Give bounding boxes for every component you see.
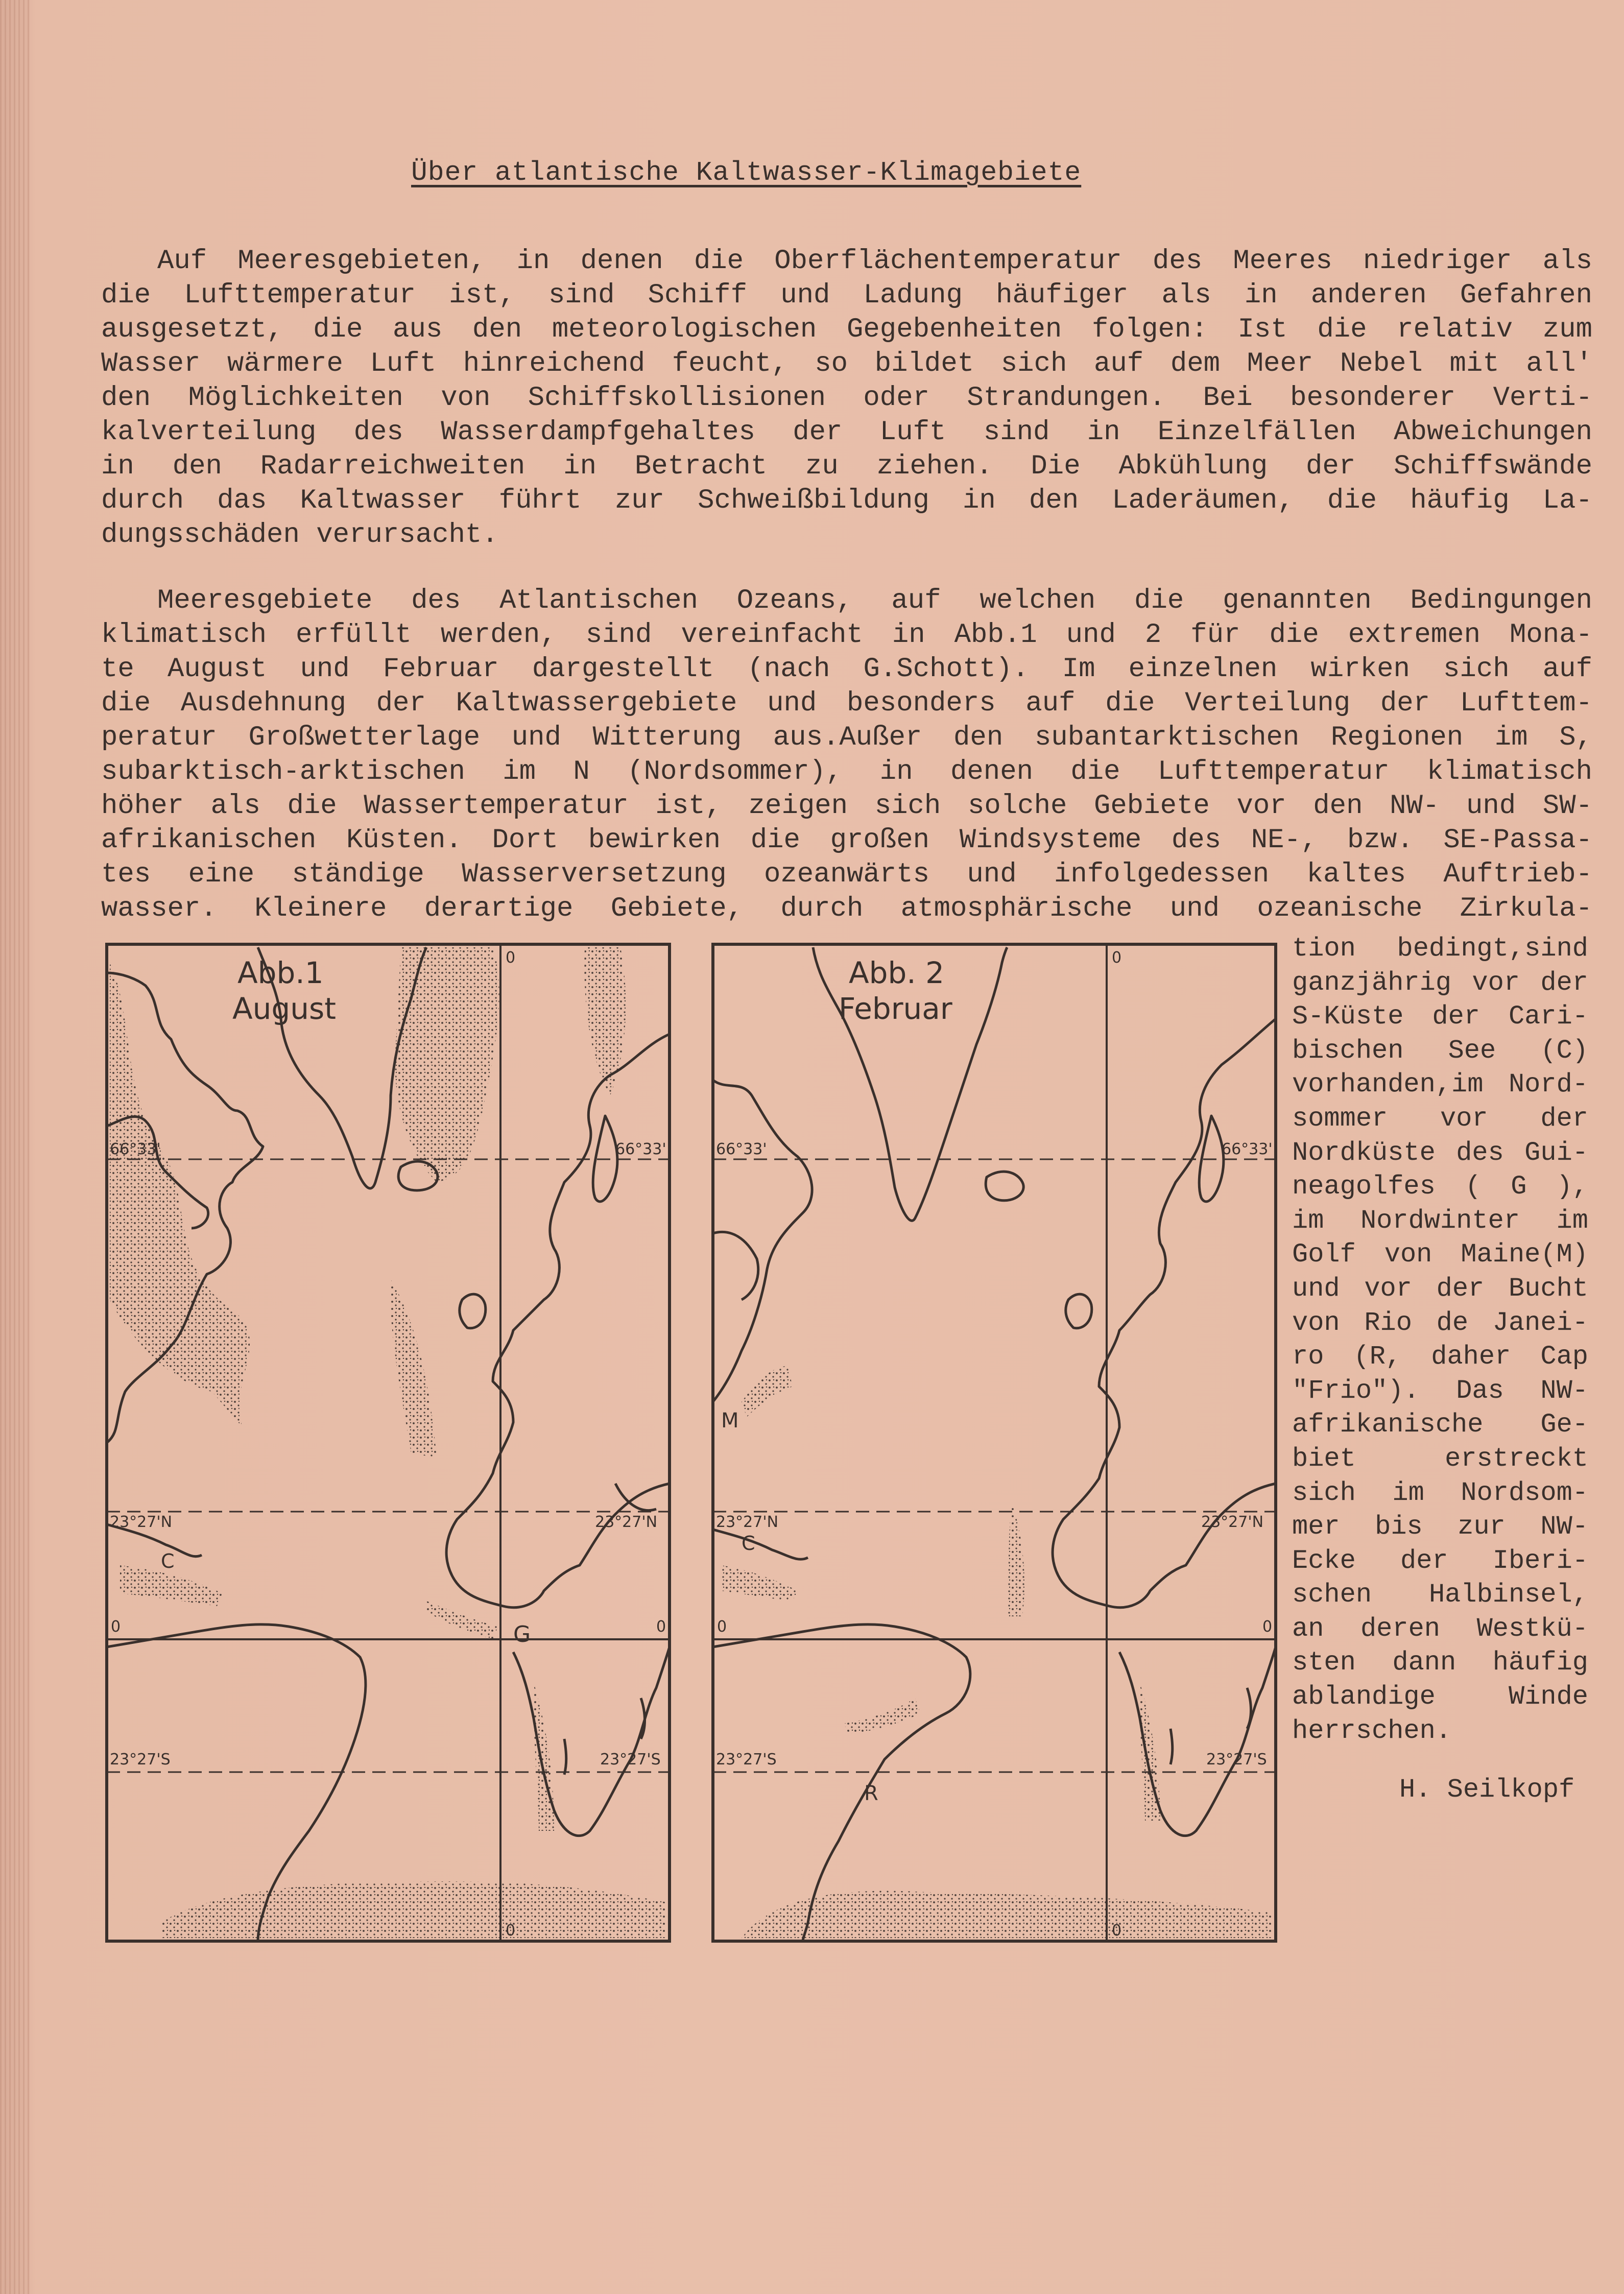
map1-mark-g: G xyxy=(513,1621,531,1647)
cold-water-caribbean xyxy=(721,1565,798,1601)
map2-lat-capricorn-right: 23°27'S xyxy=(1206,1751,1267,1769)
paragraph-line: die Lufttemperatur ist, sind Schiff und Ladung häufiger als in anderen Gefahren xyxy=(101,280,1592,311)
coast-southern-africa xyxy=(1119,1647,1276,1836)
side-line: afrikanische Ge- xyxy=(1292,1409,1588,1440)
side-line: sich im Nordsom- xyxy=(1292,1477,1588,1508)
cold-water-antarctic xyxy=(742,1891,1273,1938)
map2-zero-bottom: 0 xyxy=(1112,1922,1122,1940)
map2-lat-cancer-left: 23°27'N xyxy=(716,1513,779,1531)
paragraph-line: wasser. Kleinere derartige Gebiete, durch atmosphärische und ozeanische Zirkula- xyxy=(101,893,1592,924)
map1-month: August xyxy=(232,991,336,1026)
side-line: im Nordwinter im xyxy=(1292,1205,1588,1236)
paragraph-line: subarktisch-arktischen im N (Nordsommer), in denen die Lufttemperatur klimatisch xyxy=(101,756,1592,787)
map-abb1-august xyxy=(105,942,672,1943)
paragraph-line: klimatisch erfüllt werden, sind vereinfacht in Abb.1 und 2 für die extremen Mona- xyxy=(101,619,1592,651)
side-line: Golf von Maine(M) xyxy=(1292,1239,1588,1270)
map2-zero-right: 0 xyxy=(1262,1618,1273,1636)
coast-gulf xyxy=(713,1530,808,1559)
paragraph-line: dungsschäden verursacht. xyxy=(101,519,498,551)
coast-britain xyxy=(1066,1294,1092,1328)
cold-water-sw-africa xyxy=(534,1683,554,1831)
side-line: S-Küste der Cari- xyxy=(1292,1001,1588,1032)
map1-lat-cancer-right: 23°27'N xyxy=(595,1513,658,1531)
side-line: bischen See (C) xyxy=(1292,1035,1588,1066)
cold-water-nw-africa xyxy=(390,1279,437,1458)
map1-lat-arctic-right: 66°33' xyxy=(615,1140,666,1158)
paragraph-line: te August und Februar dargestellt (nach G.Schott). Im einzelnen wirken sich auf xyxy=(101,654,1592,685)
paragraph-line: den Möglichkeiten von Schiffskollisionen oder Strandungen. Bei besonderer Verti- xyxy=(101,383,1592,414)
coast-iceland xyxy=(986,1172,1023,1201)
article-title: Über atlantische Kaltwasser-Klimagebiete xyxy=(411,157,1082,188)
map2-lat-arctic-left: 66°33' xyxy=(716,1140,767,1158)
paragraph-2 xyxy=(101,584,1592,926)
cold-water-labrador xyxy=(110,963,250,1427)
side-line: ablandige Winde xyxy=(1292,1682,1588,1712)
binding-edge xyxy=(0,0,30,2294)
map2-lat-capricorn-left: 23°27'S xyxy=(716,1751,777,1769)
coast-north-america xyxy=(713,1080,812,1402)
map2-zero-top: 0 xyxy=(1112,949,1122,967)
map1-zero-bottom: 0 xyxy=(506,1922,516,1940)
author-signature: H. Seilkopf xyxy=(1399,1775,1575,1805)
paragraph-1 xyxy=(101,244,1592,552)
map1-lat-arctic-left: 66°33' xyxy=(110,1140,161,1158)
coast-island xyxy=(564,1739,566,1775)
side-line: vorhanden,im Nord- xyxy=(1292,1069,1588,1100)
map-frame xyxy=(107,944,670,1941)
side-line: ganzjährig vor der xyxy=(1292,967,1588,998)
map-abb2-februar xyxy=(711,942,1278,1943)
map2-label: Abb. 2 xyxy=(849,955,945,990)
map1-zero-left: 0 xyxy=(111,1618,121,1636)
side-line: von Rio de Janei- xyxy=(1292,1307,1588,1338)
paragraph-line: peratur Großwetterlage und Witterung aus.Außer den subantarktischen Regionen im S, xyxy=(101,722,1592,753)
map2-mark-r: R xyxy=(864,1782,878,1805)
paragraph-line: die Ausdehnung der Kaltwassergebiete und besonders auf die Verteilung der Lufttem- xyxy=(101,688,1592,719)
side-line: und vor der Bucht xyxy=(1292,1273,1588,1304)
side-column-text xyxy=(1292,932,1588,1748)
coast-hudson-bay xyxy=(713,1232,758,1300)
side-line: neagolfes ( G ), xyxy=(1292,1172,1588,1202)
paragraph-line: Meeresgebiete des Atlantischen Ozeans, auf welchen die genannten Bedingungen xyxy=(157,585,1592,616)
paragraph-line: Auf Meeresgebieten, in denen die Oberflächentemperatur des Meeres niedriger als xyxy=(157,246,1592,277)
side-line: "Frio"). Das NW- xyxy=(1292,1375,1588,1406)
map1-zero-top: 0 xyxy=(506,949,516,967)
side-line: an deren Westkü- xyxy=(1292,1613,1588,1644)
paragraph-line: in den Radarreichweiten in Betracht zu ziehen. Die Abkühlung der Schiffswände xyxy=(101,451,1592,482)
map2-zero-left: 0 xyxy=(717,1618,727,1636)
side-line: herrschen. xyxy=(1292,1715,1452,1746)
side-line: schen Halbinsel, xyxy=(1292,1580,1588,1610)
paragraph-line: ausgesetzt, die aus den meteorologischen Gegebenheiten folgen: Ist die relativ zum xyxy=(101,314,1592,345)
side-line: sommer vor der xyxy=(1292,1103,1588,1134)
map2-lat-cancer-right: 23°27'N xyxy=(1201,1513,1264,1531)
side-line: Nordküste des Gui- xyxy=(1292,1137,1588,1168)
coast-madagascar xyxy=(1247,1688,1251,1729)
map2-mark-c: C xyxy=(742,1532,755,1555)
paragraph-line: afrikanischen Küsten. Dort bewirken die großen Windsysteme des NE-, bzw. SE-Passa- xyxy=(101,825,1592,856)
coast-britain xyxy=(460,1294,486,1328)
map2-month: Februar xyxy=(839,991,952,1026)
cold-water-antarctic xyxy=(161,1881,666,1938)
side-line: mer bis zur NW- xyxy=(1292,1512,1588,1542)
map1-mark-c: C xyxy=(161,1550,175,1572)
map2-mark-m: M xyxy=(721,1409,739,1432)
coast-island xyxy=(1171,1729,1173,1764)
side-line: Ecke der Iberi- xyxy=(1292,1545,1588,1576)
cold-water-nw-africa xyxy=(1007,1504,1024,1616)
coast-southern-africa xyxy=(513,1647,670,1836)
map1-label: Abb.1 xyxy=(237,955,324,990)
paragraph-line: höher als die Wassertemperatur ist, zeigen sich solche Gebiete vor den NW- und SW- xyxy=(101,791,1592,822)
cold-water-guinea xyxy=(426,1601,498,1639)
side-line: sten dann häufig xyxy=(1292,1647,1588,1678)
map1-lat-capricorn-left: 23°27'S xyxy=(110,1751,171,1769)
map-frame xyxy=(713,944,1276,1941)
side-line: tion bedingt,sind xyxy=(1292,934,1588,964)
paragraph-line: tes eine ständige Wasserversetzung ozeanwärts und infolgedessen kaltes Auftrieb- xyxy=(101,859,1592,890)
paragraph-line: durch das Kaltwasser führt zur Schweißbildung in den Laderäumen, die häufig La- xyxy=(101,485,1592,516)
side-line: ro (R, daher Cap xyxy=(1292,1342,1588,1372)
paragraph-line: Wasser wärmere Luft hinreichend feucht, so bildet sich auf dem Meer Nebel mit all' xyxy=(101,348,1592,379)
paragraph-line: kalverteilung des Wasserdampfgehaltes der Luft sind in Einzelfällen Abweichungen xyxy=(101,417,1592,448)
map1-zero-right: 0 xyxy=(656,1618,666,1636)
cold-water-rio xyxy=(844,1698,920,1734)
cold-water-gulf-of-maine xyxy=(742,1366,793,1417)
map1-lat-capricorn-right: 23°27'S xyxy=(600,1751,661,1769)
cold-water-barents xyxy=(584,947,626,1095)
map2-lat-arctic-right: 66°33' xyxy=(1222,1140,1273,1158)
side-line: biet erstreckt xyxy=(1292,1443,1588,1474)
map1-lat-cancer-left: 23°27'N xyxy=(110,1513,173,1531)
cold-water-greenland-sea xyxy=(395,947,499,1182)
